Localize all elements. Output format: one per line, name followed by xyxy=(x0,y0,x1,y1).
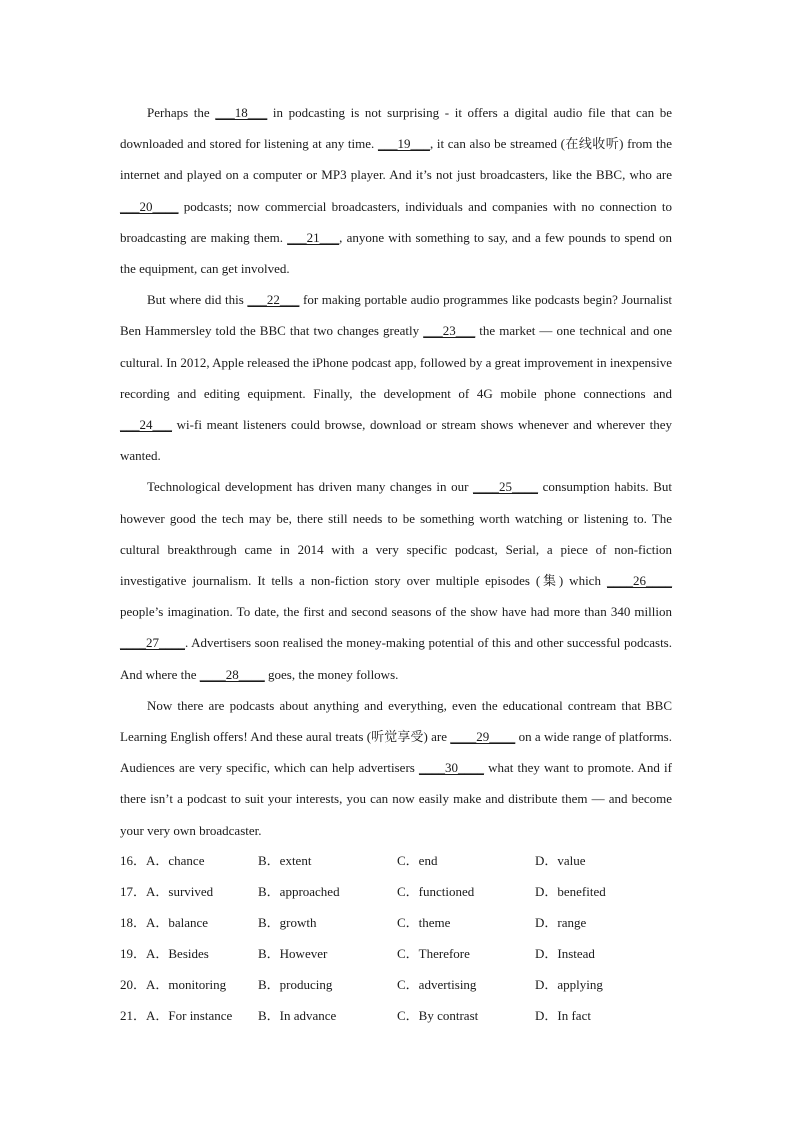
option-c: C．functioned xyxy=(397,884,475,899)
option-d: D．range xyxy=(535,915,587,930)
option-a: A．For instance xyxy=(146,1008,233,1023)
option-a: A．chance xyxy=(146,853,205,868)
blank-21: ___21___ xyxy=(287,229,340,245)
blank-23: ___23___ xyxy=(423,323,476,339)
text: people’s imagination. To date, the first and second seasons of the show have had more than 340 million xyxy=(120,604,672,620)
paragraph-4 xyxy=(120,690,672,846)
question-number: 18． xyxy=(120,915,147,930)
blank-18: ___18___ xyxy=(215,105,268,120)
question-number: 17． xyxy=(120,884,147,899)
text: goes, the money follows. xyxy=(264,666,399,682)
blank-30: ____30____ xyxy=(418,760,484,776)
text: Perhaps the xyxy=(147,105,216,120)
option-b: B．extent xyxy=(258,853,312,868)
question-20-options xyxy=(120,969,680,1000)
option-b: B．growth xyxy=(258,915,317,930)
text: podcasts; now commercial broadcasters, individuals and companies with no connection to broadcasting are making them. xyxy=(120,198,672,245)
option-c: C．advertising xyxy=(397,977,477,992)
text: Now there are podcasts about anything and everything, even the educational contream that BBC Learning English offers! And these aural treats (听觉享受) are xyxy=(120,697,672,745)
option-c: C．Therefore xyxy=(397,946,470,961)
question-21-options xyxy=(120,1000,680,1031)
text: But where did this xyxy=(147,292,248,308)
question-number: 16． xyxy=(120,853,147,868)
option-c: C．end xyxy=(397,853,438,868)
option-c: C．theme xyxy=(397,915,451,930)
blank-26: ____26____ xyxy=(607,573,672,589)
blank-28: ____28____ xyxy=(199,666,265,682)
option-d: D．Instead xyxy=(535,946,595,961)
option-b: B．However xyxy=(258,946,328,961)
blank-19: ___19___ xyxy=(377,136,430,152)
paragraph-2 xyxy=(120,284,672,471)
question-16-options xyxy=(120,845,680,876)
blank-24: ___24___ xyxy=(120,417,172,433)
question-number: 19． xyxy=(120,946,147,961)
text: wi-fi meant listeners could browse, download or stream shows whenever and wherever they wanted. xyxy=(120,417,672,464)
blank-22: ___22___ xyxy=(247,292,300,308)
question-18-options xyxy=(120,907,680,938)
blank-27: ____27____ xyxy=(120,635,185,651)
text: , it can also be streamed (在线收听) from the internet and played on a computer or MP3 player. And it’s not just broadcasters, like the BBC, who are xyxy=(120,136,672,183)
option-a: A．survived xyxy=(146,884,214,899)
option-a: A．Besides xyxy=(146,946,209,961)
text: the market — one technical and one cultural. In 2012, Apple released the iPhone podcast app, followed by a great improvement in inexpensive recording and editing equipment. Finally, the development of 4G mobile phone connections and xyxy=(120,323,672,401)
text: what they want to promote. And if there isn’t a podcast to suit your interests, you can now easily make and distribute them — and become your very own broadcaster. xyxy=(120,760,672,838)
blank-25: ____25____ xyxy=(473,479,538,495)
option-a: A．balance xyxy=(146,915,209,930)
text: for making portable audio programmes like podcasts begin? Journalist Ben Hammersley told the BBC that two changes greatly xyxy=(120,292,673,339)
option-b: B．producing xyxy=(258,977,333,992)
answer-options xyxy=(120,845,680,1031)
option-c: C．By contrast xyxy=(397,1008,479,1023)
paragraph-1 xyxy=(120,97,672,284)
option-d: D．value xyxy=(535,853,586,868)
paragraph-3 xyxy=(120,471,672,689)
option-d: D．benefited xyxy=(535,884,606,899)
blank-20: ___20____ xyxy=(120,198,179,214)
question-19-options xyxy=(120,938,680,969)
cloze-passage xyxy=(120,97,672,846)
question-number: 21． xyxy=(120,1008,147,1023)
option-a: A．monitoring xyxy=(146,977,227,992)
option-d: D．applying xyxy=(535,977,603,992)
text: Technological development has driven many changes in our xyxy=(147,479,473,495)
text: , anyone with something to say, and a few pounds to spend on the equipment, can get involved. xyxy=(120,229,672,277)
question-number: 20． xyxy=(120,977,147,992)
question-17-options xyxy=(120,876,680,907)
option-b: B．In advance xyxy=(258,1008,337,1023)
text: on a wide range of platforms. Audiences are very specific, which can help advertisers xyxy=(120,729,672,776)
option-d: D．In fact xyxy=(535,1008,591,1023)
blank-29: ____29____ xyxy=(450,729,516,745)
option-b: B．approached xyxy=(258,884,340,899)
text: in podcasting is not surprising - it offers a digital audio file that can be downloaded and stored for listening at any time. xyxy=(120,105,672,152)
text: . Advertisers soon realised the money-making potential of this and other successful podcasts. And where the xyxy=(120,635,672,682)
text: consumption habits. But however good the tech may be, there still needs to be something worth watching or listening to. The cultural breakthrough came in 2014 with a very specific podcast, Serial, a piece of non-fiction investigative journalism. It tells a non-fiction story over multiple episodes (集) which xyxy=(120,479,673,589)
